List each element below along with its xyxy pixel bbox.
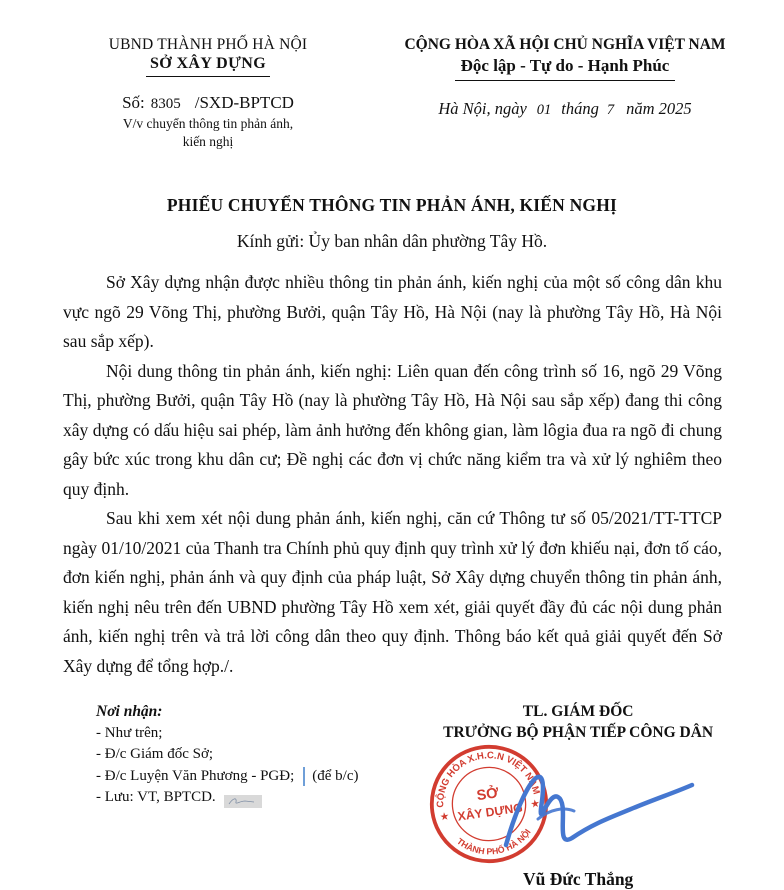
seal-center-line-2: XÂY DỰNG [457, 800, 524, 824]
body-paragraph: Sở Xây dựng nhận được nhiều thông tin phản ánh, kiến nghị của một số công dân khu vực ngõ 29 Võng Thị, phường Bưởi, quận Tây Hồ, Hà Nội (nay là phường Tây Hồ, Hà Nội sau sắp xếp). [63, 272, 722, 351]
doc-number-suffix: /SXD-BPTCD [194, 93, 294, 112]
recipient-item: - Như trên; [96, 724, 163, 741]
parent-agency: UBND THÀNH PHỐ HÀ NỘI [108, 36, 308, 53]
agency-name: SỞ XÂY DỰNG [146, 54, 270, 77]
recipient-item: - Lưu: VT, BPTCD. [96, 787, 402, 809]
date-month: 7 [606, 102, 615, 118]
seal-star-left-icon: ★ [440, 810, 450, 822]
subject-line-1: V/v chuyển thông tin phản ánh, [122, 116, 294, 131]
issuing-agency-block [58, 36, 358, 151]
date-thang: tháng [561, 99, 599, 118]
signer-name: Vũ Đức Thắng [522, 869, 634, 889]
signature-block [402, 701, 754, 890]
document-number-line [58, 93, 358, 113]
subject-line-2: kiến nghị [182, 134, 234, 149]
body-paragraph: Nội dung thông tin phản ánh, kiến nghị: Liên quan đến công trình số 16, ngõ 29 Võng Thị, phường Bưởi, quận Tây Hồ (nay là phường Tây Hồ, Hà Nội sau sắp xếp) đang thi công xây dựng có dấu hiệu sai phép, làm ảnh hưởng đến không gian, làm lôgia đua ra ngõ đi chung gây bức xúc trong khu dân cư; Đề nghị các đơn vị chức năng kiểm tra và xử lý nghiêm theo quy định. [63, 360, 722, 499]
recipients-block [96, 701, 402, 890]
recipient-item: - Đ/c Luyện Văn Phương - PGĐ; (để b/c) [96, 766, 402, 788]
seal-area [402, 745, 754, 873]
recipients-label: Nơi nhận: [96, 703, 163, 720]
document-body [63, 268, 722, 681]
seal-star-right-icon: ★ [530, 798, 541, 810]
date-day: 01 [536, 102, 552, 118]
document-footer [0, 701, 784, 890]
doc-number-label: Số: [122, 93, 145, 112]
doc-number-value: 8305 [150, 96, 181, 112]
seal-center-line-1: SỞ [475, 785, 500, 805]
brace-bar [303, 767, 305, 786]
national-name: CỘNG HÒA XÃ HỘI CHỦ NGHĨA VIỆT NAM [404, 36, 726, 53]
authority-line-1: TL. GIÁM ĐỐC [522, 703, 634, 720]
subject-abstract [58, 115, 358, 151]
date-prefix: Hà Nội, ngày [438, 99, 527, 118]
handwritten-signature-icon [498, 749, 698, 867]
national-motto: Độc lập - Tự do - Hạnh Phúc [455, 55, 676, 81]
seal-bottom-text: THÀNH PHỐ HÀ NỘI [455, 827, 533, 857]
clerk-initial-smudge [224, 795, 262, 808]
authority-line-2: TRƯỞNG BỘ PHẬN TIẾP CÔNG DÂN [443, 724, 714, 741]
body-paragraph: Sau khi xem xét nội dung phản ánh, kiến nghị, căn cứ Thông tư số 05/2021/TT-TTCP ngày 01/10/2021 của Thanh tra Chính phủ quy định quy trình xử lý đơn khiếu nại, đơn tố cáo, đơn kiến nghị, phản ánh và quy định của pháp luật, Sở Xây dựng chuyển thông tin phản ánh, kiến nghị nêu trên đến UBND phường Tây Hồ xem xét, giải quyết đầy đủ các nội dung phản ánh, kiến nghị trên và trả lời công dân theo quy định. Thông báo kết quả giải quyết đến Sở Xây dựng để tổng hợp./. [63, 508, 722, 676]
place-date-line [358, 99, 772, 119]
bc-note: (để b/c) [312, 767, 359, 784]
document-title: PHIẾU CHUYỂN THÔNG TIN PHẢN ÁNH, KIẾN NGHỊ [166, 195, 618, 215]
national-heading-block [358, 36, 772, 151]
document-header [0, 36, 784, 151]
date-suffix: năm 2025 [626, 99, 692, 118]
salutation: Kính gửi: Ủy ban nhân dân phường Tây Hồ. [236, 231, 548, 251]
seal-top-text: CỘNG HÒA X.H.C.N VIỆT NAM [435, 750, 542, 808]
recipient-item: - Đ/c Giám đốc Sở; [96, 746, 214, 762]
